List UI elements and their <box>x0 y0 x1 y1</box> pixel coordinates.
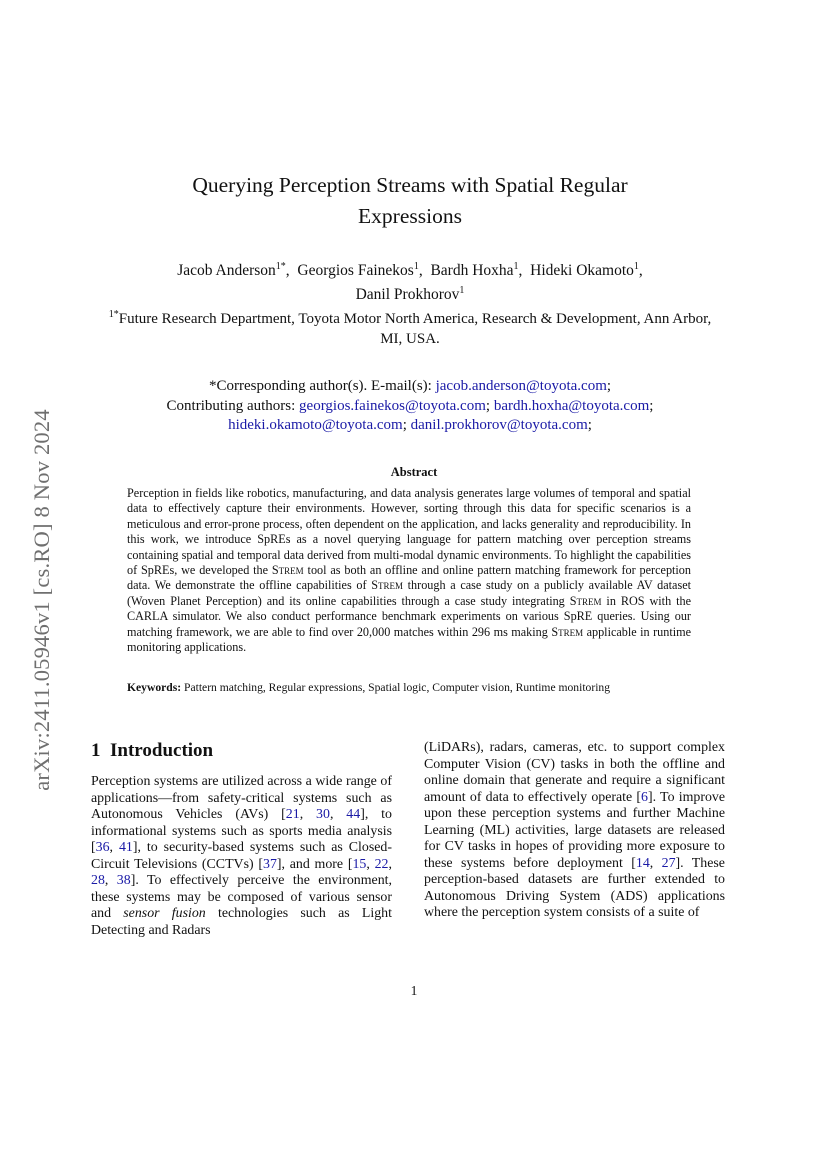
author-sup: 1 <box>513 261 519 272</box>
tool-name: Strem <box>271 563 304 578</box>
keywords-label: Keywords: <box>127 681 182 694</box>
citation-link[interactable]: 22 <box>374 856 389 872</box>
tool-name: Strem <box>551 624 584 639</box>
citation-link[interactable]: 27 <box>661 855 676 871</box>
author-name: Jacob Anderson <box>177 262 276 280</box>
author-sup: 1* <box>275 261 286 272</box>
citation-link[interactable]: 15 <box>352 856 367 872</box>
arxiv-sidebar-stamp <box>22 360 62 840</box>
contributing-label: Contributing authors: <box>166 397 300 414</box>
citation-link[interactable]: 41 <box>118 840 133 855</box>
affiliation-text: Future Research Department, Toyota Motor North America, Research & Development, Ann Arbor, MI, USA. <box>118 311 712 347</box>
section-number: 1 <box>91 740 101 761</box>
corresponding-label: *Corresponding author(s). E-mail(s): <box>208 378 436 394</box>
contact-emails: *Corresponding author(s). E-mail(s): jacob.anderson@toyota.com; Contributing authors: georgios.fainekos@toyota.com; bardh.hoxha@toyota.com; hideki.okamoto@toyota.com; danil.prokhorov@toyota.com; <box>166 378 654 433</box>
paper-title: Querying Perception Streams with Spatial Regular Expressions <box>192 173 628 228</box>
citation-link[interactable]: 37 <box>263 856 277 872</box>
body-column-left: Perception systems are utilized across a wide range of applications—from safety-critical systems such as Autonomous Vehicles (AVs) [21, 30, 44], to informational systems such as sports media analysis [36, 41], to security-based systems such as Closed-Circuit Televisions (CCTVs) [37], and more [15, 22, 28, 38]. To effectively perceive the environment, these systems may be composed of various sensor and sensor fusion technologies such as Light Detecting and Radars <box>91 774 392 938</box>
tool-name: Strem <box>371 578 403 593</box>
author-sup: 1 <box>459 285 465 297</box>
citation-link[interactable]: 38 <box>116 873 131 888</box>
author-name: Hideki Okamoto <box>530 262 634 280</box>
abstract-heading: Abstract <box>390 465 438 479</box>
keywords-text: Pattern matching, Regular expressions, Spatial logic, Computer vision, Runtime monitoring <box>181 681 611 694</box>
email-link[interactable]: hideki.okamoto@toyota.com <box>228 417 403 433</box>
affiliation <box>100 305 720 349</box>
author-name: Danil Prokhorov <box>355 286 460 304</box>
email-link[interactable]: georgios.fainekos@toyota.com <box>299 397 486 414</box>
arxiv-identifier: arXiv:2411.05946v1 [cs.RO] 8 Nov 2024 <box>29 409 54 791</box>
citation-link[interactable]: 21 <box>285 807 300 822</box>
page-number: 1 <box>410 983 418 998</box>
affiliation-sup: 1* <box>108 309 119 320</box>
email-link[interactable]: jacob.anderson@toyota.com <box>435 378 607 394</box>
author-sup: 1 <box>413 261 419 272</box>
tool-name: Strem <box>569 593 602 608</box>
section-heading <box>91 740 213 762</box>
author-list: Jacob Anderson$^{1*}$, Georgios Fainekos$^1$, Bardh Hoxha$^1$, Hideki Okamoto$^1$, Danil Prokhorov$^1$ <box>177 261 643 304</box>
citation-link[interactable]: 30 <box>316 807 330 822</box>
author-name: Bardh Hoxha <box>430 262 514 280</box>
email-link[interactable]: bardh.hoxha@toyota.com <box>493 397 650 414</box>
citation-link[interactable]: 6 <box>641 789 648 805</box>
body-column-right: (LiDARs), radars, cameras, etc. to support complex Computer Vision (CV) tasks in both the offline and online domain that generate and require a significant amount of data to effectively operate [6]. To improve upon these perception systems and further Machine Learning (ML) activities, large datasets are released for CV tasks in hopes of providing more exposure to these systems before deployment [14, 27]. These perception-based datasets are further extended to Autonomous Driving System (ADS) applications where the perception system consists of a suite of <box>424 740 726 920</box>
keywords <box>127 681 707 694</box>
citation-link[interactable]: 28 <box>91 873 105 888</box>
emphasis-text: sensor fusion <box>123 906 206 921</box>
citation-link[interactable]: 36 <box>95 840 110 855</box>
author-name: Georgios Fainekos <box>297 262 414 280</box>
email-link[interactable]: danil.prokhorov@toyota.com <box>410 417 588 433</box>
section-title: Introduction <box>110 740 214 761</box>
author-sup: 1 <box>633 261 639 272</box>
citation-link[interactable]: 44 <box>346 807 361 822</box>
abstract-text: Perception in fields like robotics, manufacturing, and data analysis generates large volumes of temporal and spatial data to effectively capture their environments. However, sorting through this data for specific scenarios is a meticulous and error-prone process, often dependent on the application, and lacks generality and reproducibility. In this work, we introduce SpREs as a novel querying language for pattern matching over perception streams containing spatial and temporal data derived from multi-modal dynamic environments. To highlight the capabilities of SpREs, we developed the Strem tool as both an offline and online pattern matching framework for perception data. We demonstrate the offline capabilities of Strem through a case study on a publicly available AV dataset (Woven Planet Perception) and its online capabilities through a case study integrating Strem in ROS with the CARLA simulator. We also conduct performance benchmark experiments on various SpRE queries. Using our matching framework, we are able to find over 20,000 matches within 296 ms making Strem applicable in runtime monitoring applications. <box>127 486 691 655</box>
citation-link[interactable]: 14 <box>635 855 650 871</box>
